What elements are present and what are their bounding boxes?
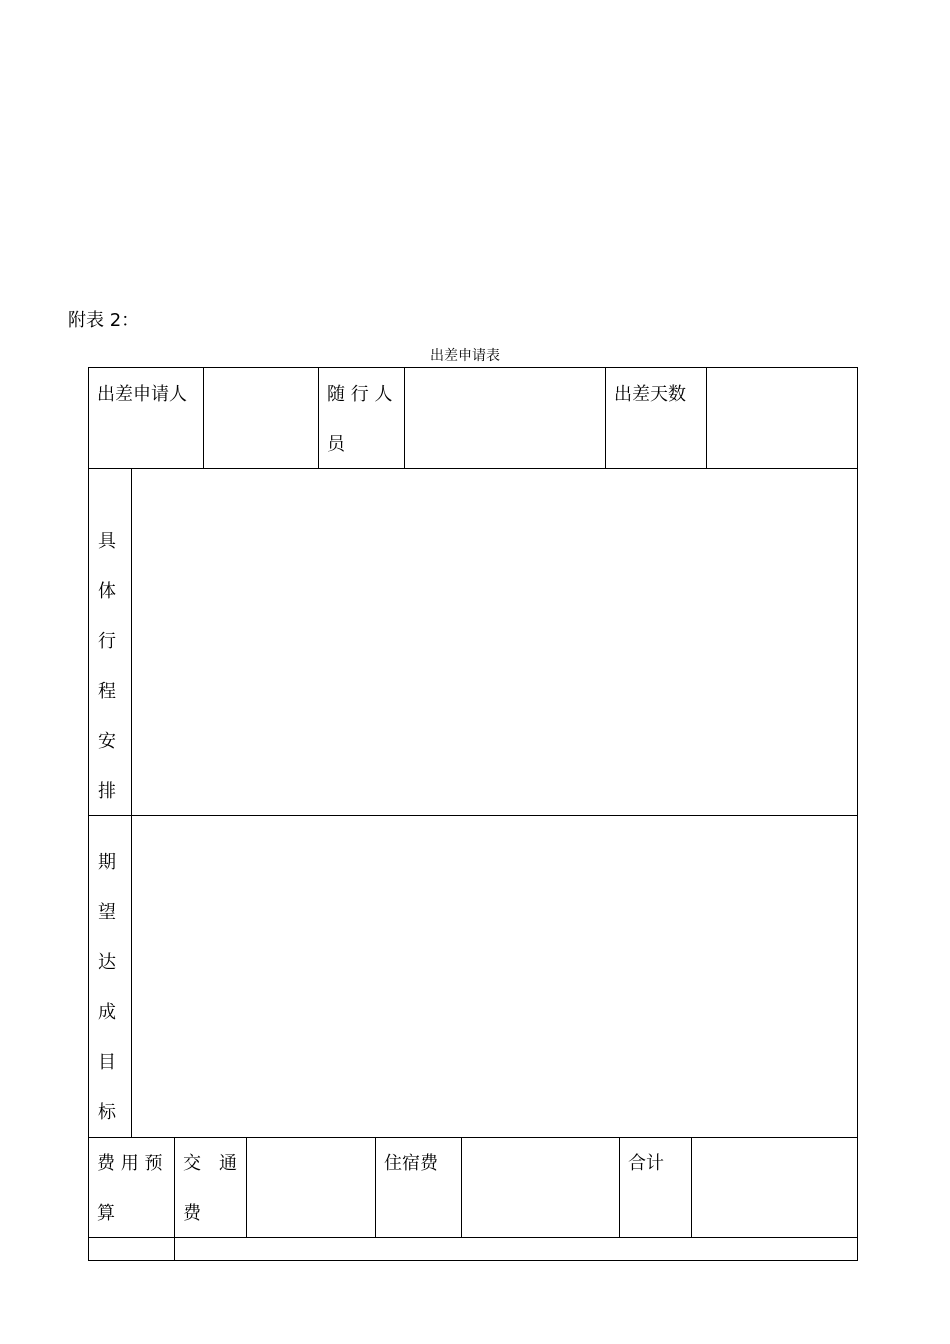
transport-value-cell[interactable] bbox=[246, 1137, 376, 1238]
goals-char: 目 bbox=[98, 1052, 116, 1073]
goals-char: 期 bbox=[98, 852, 116, 873]
lodging-label-cell bbox=[375, 1137, 462, 1238]
extra-label-cell bbox=[88, 1237, 175, 1261]
itinerary-char: 程 bbox=[98, 681, 116, 702]
itinerary-value-cell[interactable] bbox=[131, 468, 858, 816]
total-value-cell[interactable] bbox=[691, 1137, 858, 1238]
itinerary-char: 体 bbox=[98, 581, 116, 602]
lodging-value-cell[interactable] bbox=[461, 1137, 620, 1238]
applicant-value-cell[interactable] bbox=[203, 367, 319, 469]
total-label: 合计 bbox=[628, 1153, 664, 1174]
budget-label-line2: 算 bbox=[97, 1203, 115, 1224]
budget-label-cell bbox=[88, 1137, 175, 1238]
goals-char: 成 bbox=[98, 1002, 116, 1023]
goals-label-cell bbox=[88, 815, 132, 1138]
itinerary-char: 排 bbox=[98, 781, 116, 802]
companions-label-line1: 随 行 人 bbox=[327, 384, 393, 405]
attachment-label: 附表 2： bbox=[68, 310, 140, 331]
days-value-cell[interactable] bbox=[706, 367, 858, 469]
applicant-label-cell bbox=[88, 367, 204, 469]
itinerary-label-cell bbox=[88, 468, 132, 816]
goals-char: 达 bbox=[98, 952, 116, 973]
extra-value-cell[interactable] bbox=[174, 1237, 858, 1261]
companions-label-line2: 员 bbox=[327, 434, 345, 455]
goals-char: 标 bbox=[98, 1102, 116, 1123]
companions-value-cell[interactable] bbox=[404, 367, 606, 469]
itinerary-char: 具 bbox=[98, 531, 116, 552]
transport-label-line1: 交 通 bbox=[183, 1153, 237, 1174]
applicant-label: 出差申请人 bbox=[97, 384, 187, 405]
transport-label-cell bbox=[174, 1137, 247, 1238]
itinerary-char: 安 bbox=[98, 731, 116, 752]
goals-value-cell[interactable] bbox=[131, 815, 858, 1138]
days-label-cell bbox=[605, 367, 707, 469]
companions-label-cell bbox=[318, 367, 405, 469]
budget-label-line1: 费 用 预 bbox=[97, 1153, 163, 1174]
total-label-cell bbox=[619, 1137, 692, 1238]
goals-char: 望 bbox=[98, 902, 116, 923]
lodging-label: 住宿费 bbox=[384, 1153, 438, 1174]
itinerary-char: 行 bbox=[98, 631, 116, 652]
days-label: 出差天数 bbox=[614, 384, 686, 405]
transport-label-line2: 费 bbox=[183, 1203, 201, 1224]
form-title: 出差申请表 bbox=[430, 348, 500, 364]
